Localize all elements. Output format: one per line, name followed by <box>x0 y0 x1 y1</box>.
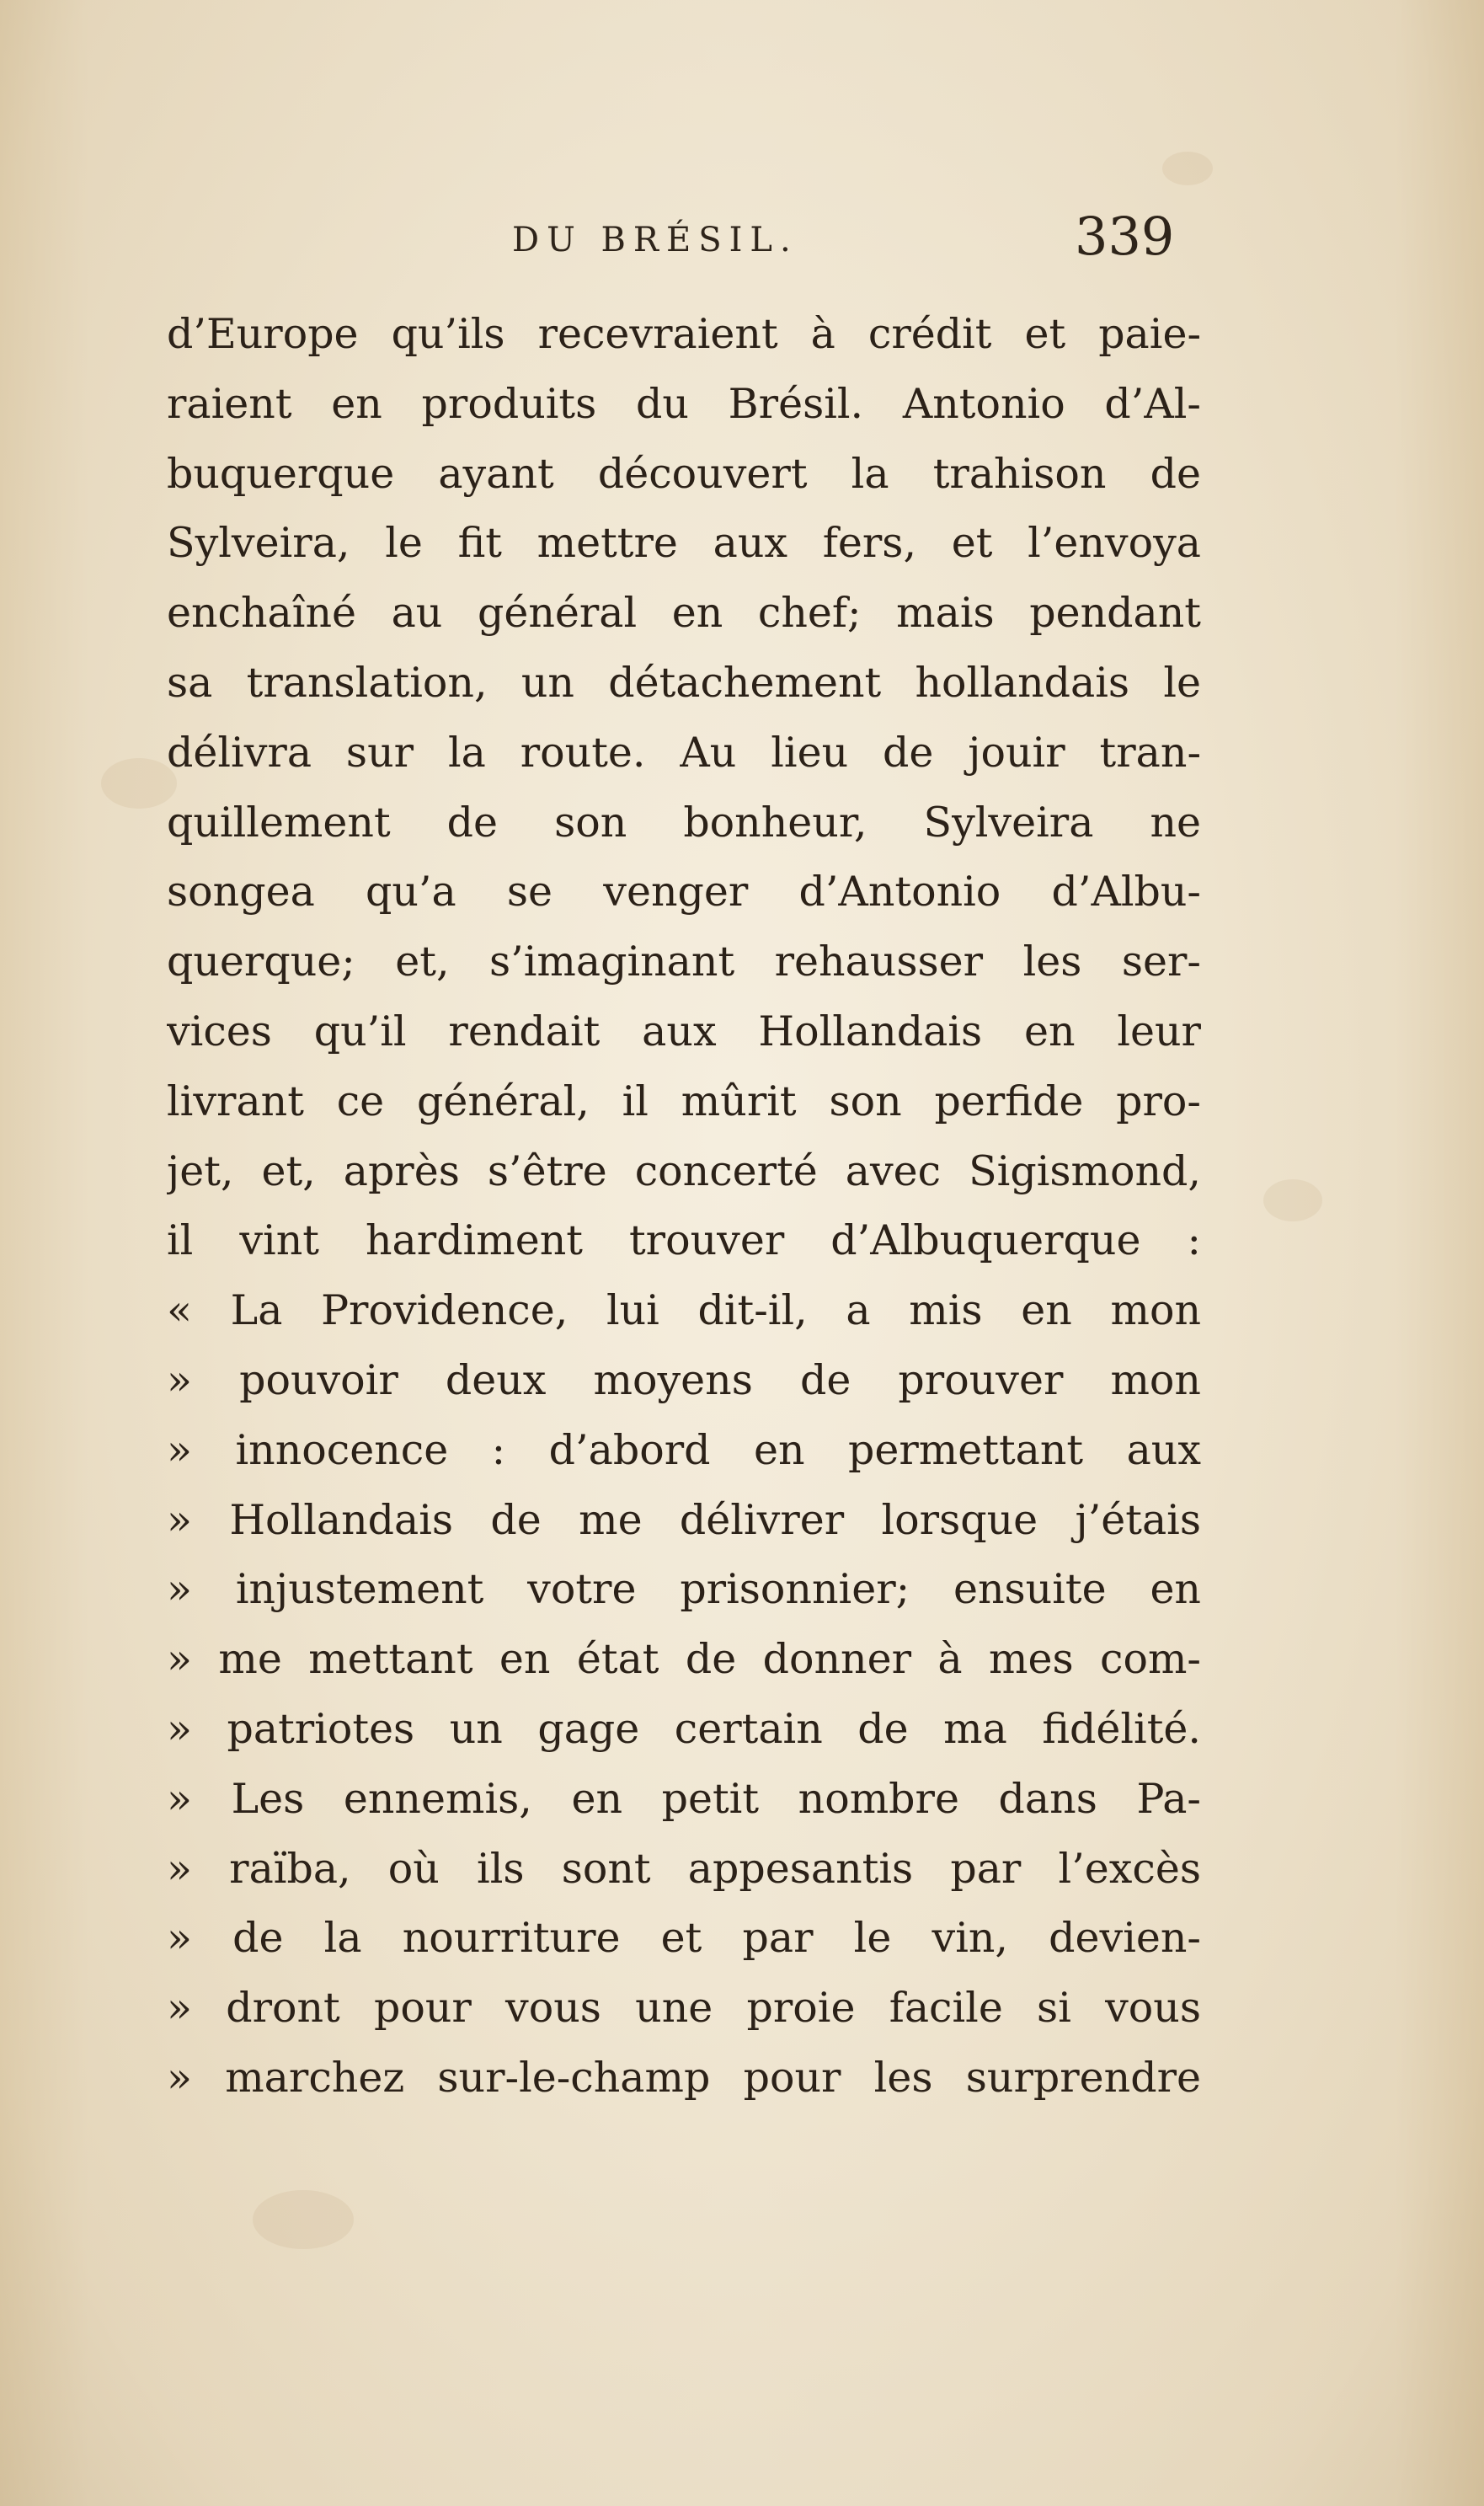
text-line: querque; et, s’imaginant rehausser les ser- <box>167 938 1201 986</box>
running-title: DU BRÉSIL. <box>512 221 798 259</box>
text-line: quillement de son bonheur, Sylveira ne <box>167 798 1201 847</box>
text-line: » marchez sur-le-champ pour les surprendre <box>167 2053 1201 2102</box>
text-line: songea qu’a se venger d’Antonio d’Albu- <box>167 868 1201 916</box>
text-line: buquerque ayant découvert la trahison de <box>167 449 1201 498</box>
text-line: » Hollandais de me délivrer lorsque j’étais <box>167 1495 1201 1544</box>
text-line: jet, et, après s’être concerté avec Sigismond, <box>167 1146 1201 1195</box>
text-line: « La Providence, lui dit-il, a mis en mon <box>167 1286 1201 1335</box>
page-number: 339 <box>1075 206 1175 267</box>
text-line: » de la nourriture et par le vin, devien- <box>167 1914 1201 1963</box>
paper-stain <box>253 2190 354 2249</box>
text-line: » injustement votre prisonnier; ensuite en <box>167 1565 1201 1614</box>
paper-stain <box>101 758 177 809</box>
text-line: » patriotes un gage certain de ma fidélité. <box>167 1704 1201 1753</box>
text-line: d’Europe qu’ils recevraient à crédit et paie- <box>167 310 1201 358</box>
text-line: vices qu’il rendait aux Hollandais en leur <box>167 1007 1201 1055</box>
text-line: » me mettant en état de donner à mes com- <box>167 1635 1201 1684</box>
text-line: » Les ennemis, en petit nombre dans Pa- <box>167 1774 1201 1823</box>
text-line: » dront pour vous une proie facile si vous <box>167 1984 1201 2033</box>
text-line: sa translation, un détachement hollandais le <box>167 658 1201 707</box>
text-line: livrant ce général, il mûrit son perfide pro- <box>167 1077 1201 1125</box>
text-line: raient en produits du Brésil. Antonio d’Al- <box>167 379 1201 428</box>
text-line: délivra sur la route. Au lieu de jouir tran- <box>167 728 1201 777</box>
paper-stain <box>1162 152 1213 185</box>
body-text <box>167 300 1201 2113</box>
paper-stain <box>1263 1179 1322 1221</box>
text-line: Sylveira, le fit mettre aux fers, et l’envoya <box>167 519 1201 568</box>
text-line: enchaîné au général en chef; mais pendant <box>167 589 1201 638</box>
text-line: il vint hardiment trouver d’Albuquerque : <box>167 1216 1201 1265</box>
text-line: » innocence : d’abord en permettant aux <box>167 1425 1201 1474</box>
text-line: » pouvoir deux moyens de prouver mon <box>167 1355 1201 1404</box>
text-line: » raïba, où ils sont appesantis par l’excès <box>167 1844 1201 1893</box>
